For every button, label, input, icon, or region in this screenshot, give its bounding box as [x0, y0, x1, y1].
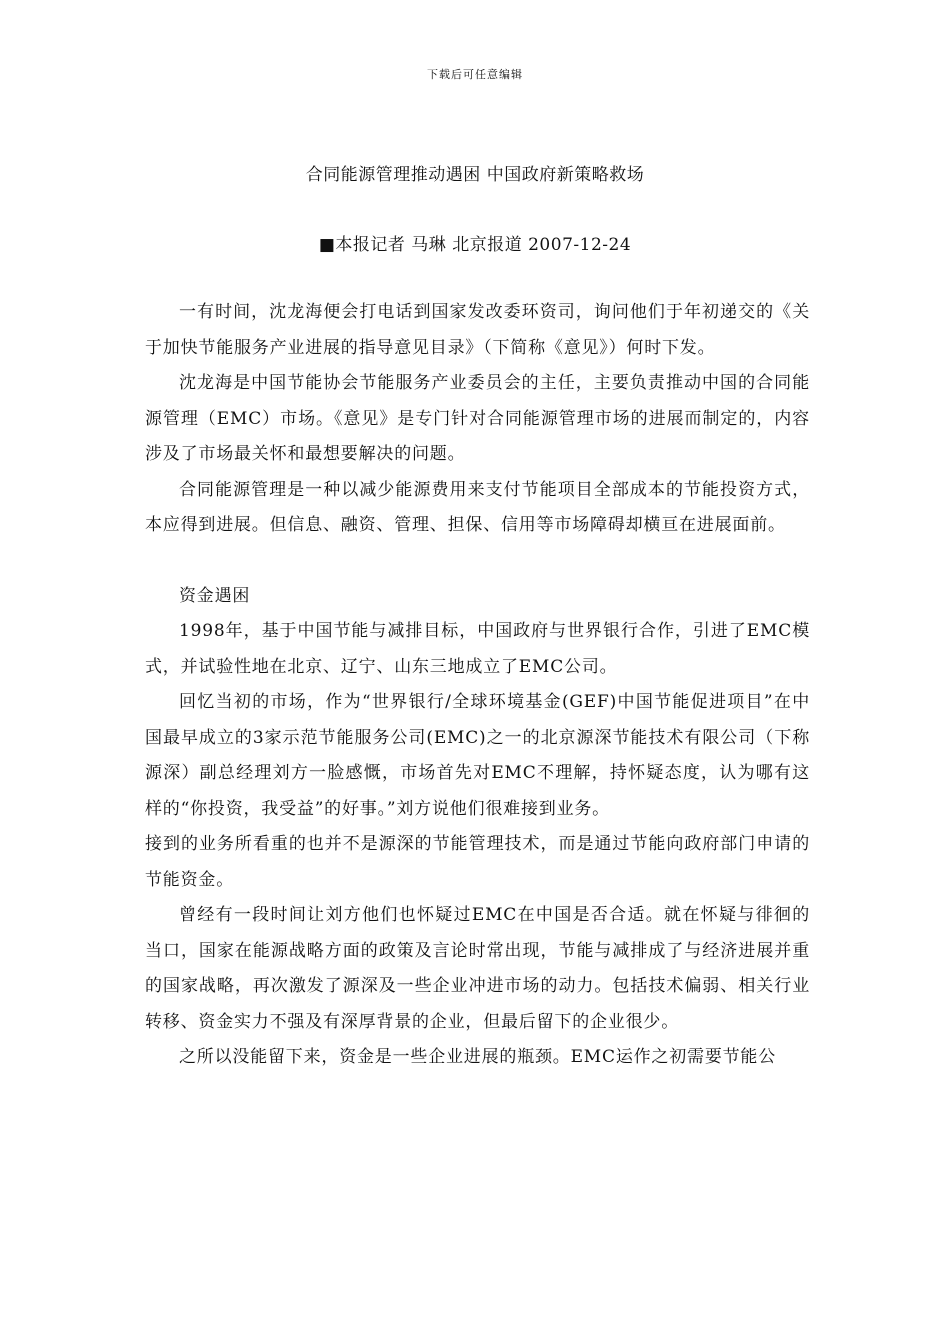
paragraph: 曾经有一段时间让刘方他们也怀疑过EMC在中国是否合适。就在怀疑与徘徊的当口，国家在能源战略方面的政策及言论时常出现，节能与减排成了与经济进展并重的国家战略，再次激发了源深及一些企业冲进市场的动力。包括技术偏弱、相关行业转移、资金实力不强及有深厚背景的企业，但最后留下的企业很少。 [145, 905, 810, 1032]
paragraph: 沈龙海是中国节能协会节能服务产业委员会的主任，主要负责推动中国的合同能源管理（EMC）市场。《意见》是专门针对合同能源管理市场的进展而制定的，内容涉及了市场最关怀和最想要解决的问题。 [145, 373, 810, 464]
paragraph: 合同能源管理是一种以减少能源费用来支付节能项目全部成本的节能投资方式，本应得到进展。但信息、融资、管理、担保、信用等市场障碍却横亘在进展面前。 [145, 479, 810, 535]
section-heading: 资金遇困 [179, 585, 251, 606]
paragraph: 之所以没能留下来，资金是一些企业进展的瓶颈。EMC运作之初需要节能公 [179, 1047, 777, 1067]
paragraph: 回忆当初的市场，作为“世界银行/全球环境基金(GEF)中国节能促进项目”在中国最早成立的3家示范节能服务公司(EMC)之一的北京源深节能技术有限公司（下称源深）副总经理刘方一脸感慨，市场首先对EMC不理解，持怀疑态度，认为哪有这样的“你投资，我受益”的好事。”刘方说他们很难接到业务。 [145, 692, 810, 819]
paragraph: 接到的业务所看重的也并不是源深的节能管理技术，而是通过节能向政府部门申请的节能资金。 [145, 834, 810, 890]
article-title: 合同能源管理推动遇困 中国政府新策略救场 [305, 165, 645, 185]
paragraph: 一有时间，沈龙海便会打电话到国家发改委环资司，询问他们于年初递交的《关于加快节能服务产业进展的指导意见目录》（下简称《意见》）何时下发。 [145, 302, 810, 358]
paragraph: 1998年，基于中国节能与减排目标，中国政府与世界银行合作，引进了EMC模式，并试验性地在北京、辽宁、山东三地成立了EMC公司。 [145, 621, 810, 677]
article-body [145, 295, 810, 1076]
page-header-note: 下载后可任意编辑 [427, 68, 523, 81]
article-byline: ■本报记者 马琳 北京报道 2007-12-24 [318, 235, 632, 255]
